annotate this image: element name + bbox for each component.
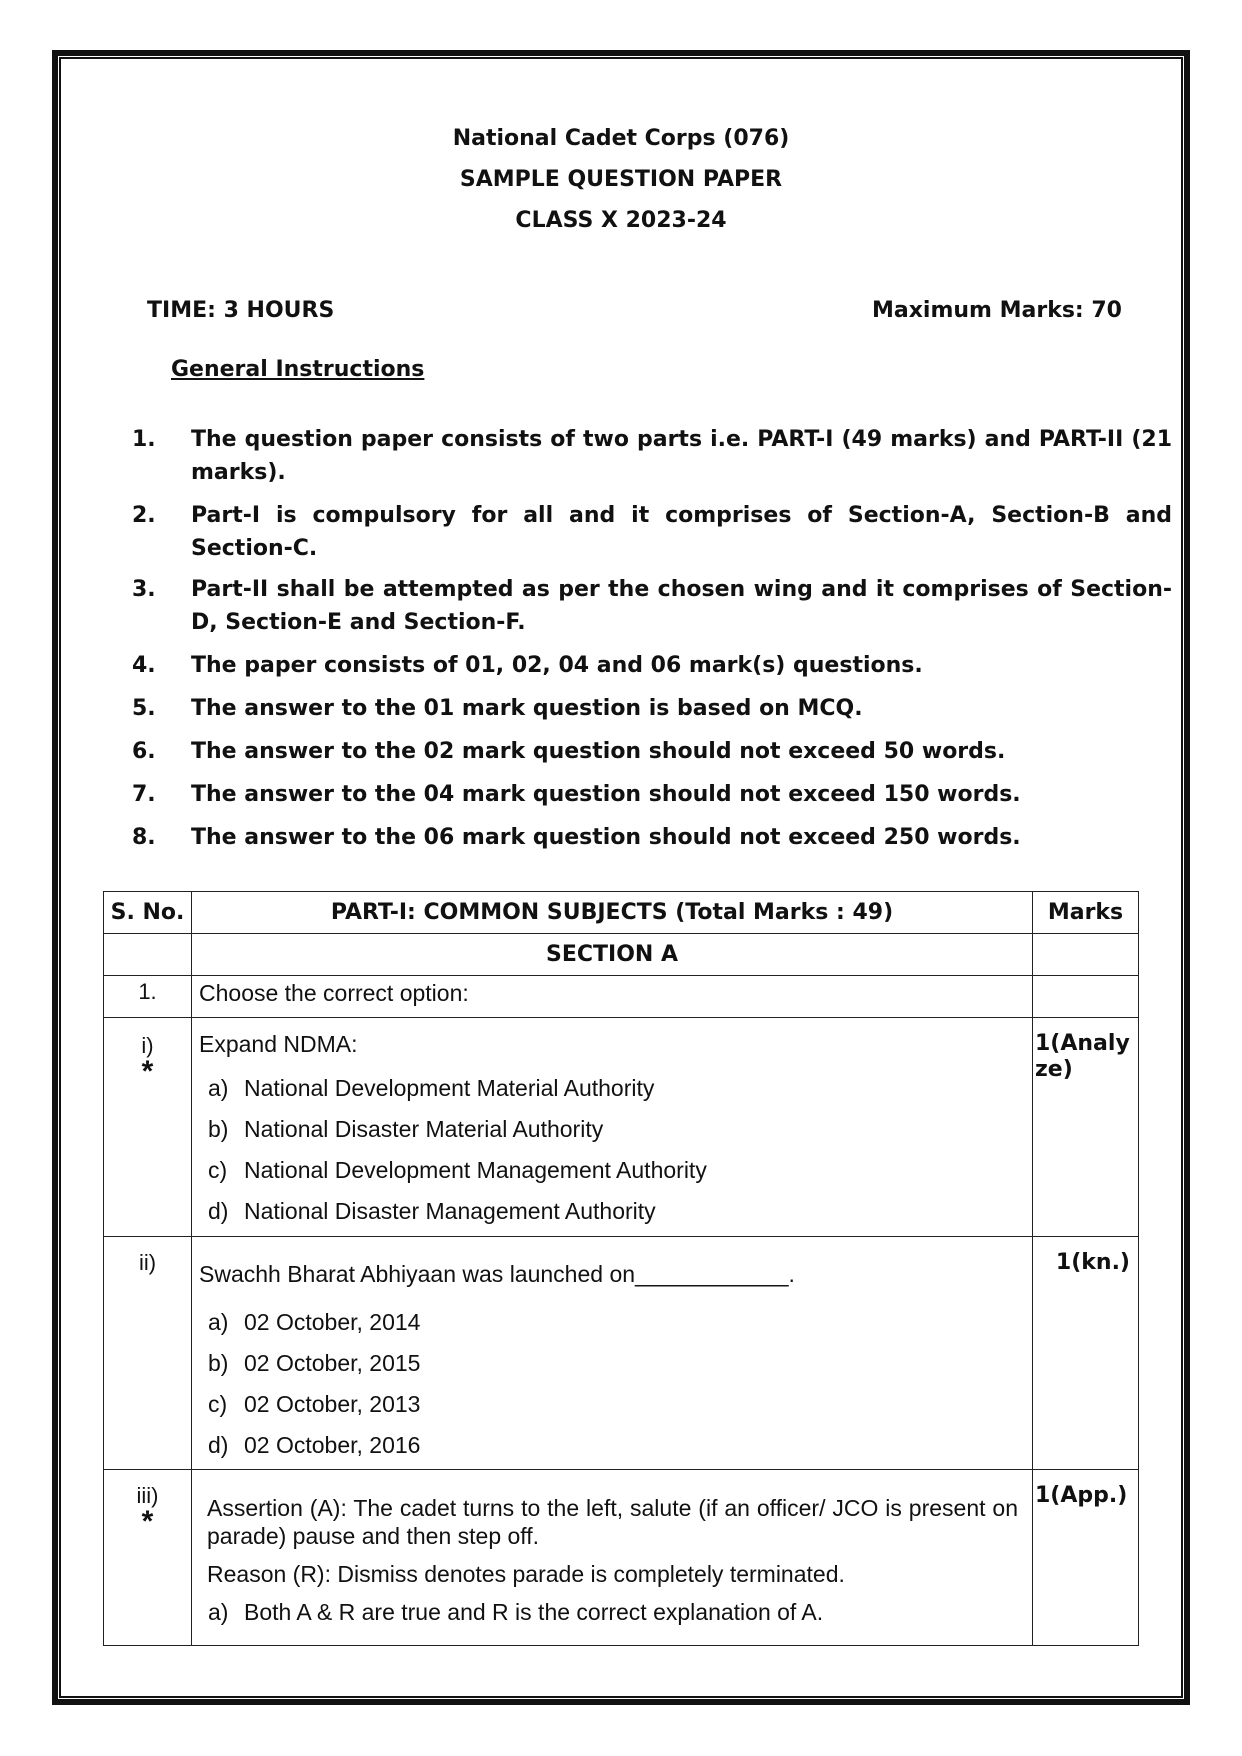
sno-header: S. No. xyxy=(104,892,192,934)
option-letter: c) xyxy=(208,1391,228,1417)
option-text: 02 October, 2016 xyxy=(244,1432,421,1458)
instruction-text: The answer to the 04 mark question should not exceed 150 words. xyxy=(191,782,1021,807)
option-item xyxy=(192,1191,1032,1232)
instruction-text: The question paper consists of two parts i.e. PART-I (49 marks) and PART-II (21 marks). xyxy=(191,427,1172,485)
class-year: CLASS X 2023-24 xyxy=(515,208,727,233)
question-marks: 1(App.) xyxy=(1033,1470,1139,1646)
question-number: i) xyxy=(141,1033,154,1058)
option-text: National Disaster Material Authority xyxy=(244,1116,604,1142)
question-marks: 1(Analyze) xyxy=(1033,1018,1139,1237)
asterisk-mark: * xyxy=(141,1055,154,1088)
question-table xyxy=(103,891,1139,1646)
instruction-text: The answer to the 06 mark question should not exceed 250 words. xyxy=(191,825,1021,850)
section-row xyxy=(104,934,1139,976)
instruction-text: Part-I is compulsory for all and it comprises of Section-A, Section-B and Section-C. xyxy=(191,503,1172,561)
instruction-number: 5. xyxy=(132,696,156,721)
max-marks-label: Maximum Marks: 70 xyxy=(871,298,1122,323)
asterisk-mark: * xyxy=(141,1505,154,1538)
time-label: TIME: 3 HOURS xyxy=(147,298,335,323)
reason-text: Reason (R): Dismiss denotes parade is completely terminated. xyxy=(207,1561,845,1587)
table-header-row xyxy=(104,892,1139,934)
option-text: National Development Material Authority xyxy=(244,1075,655,1101)
option-letter: a) xyxy=(208,1309,229,1335)
option-letter: d) xyxy=(208,1198,229,1224)
marks-header: Marks xyxy=(1033,892,1139,934)
instruction-text: The answer to the 02 mark question should not exceed 50 words. xyxy=(191,739,1006,764)
table-row xyxy=(104,1237,1139,1470)
option-text: National Development Management Authority xyxy=(244,1157,707,1183)
question-stem: Expand NDMA: xyxy=(199,1031,358,1057)
question-stem: Swachh Bharat Abhiyaan was launched on____________. xyxy=(199,1261,795,1287)
question-instruction: Choose the correct option: xyxy=(192,976,1033,1018)
option-letter: d) xyxy=(208,1432,229,1458)
general-instructions-title: General Instructions xyxy=(171,357,425,382)
option-item xyxy=(192,1302,1032,1343)
question-number: 1. xyxy=(104,976,192,1018)
instruction-number: 1. xyxy=(132,427,156,452)
table-row xyxy=(104,1470,1139,1646)
option-text: 02 October, 2014 xyxy=(244,1309,421,1335)
question-number: iii) xyxy=(136,1483,159,1508)
option-item xyxy=(192,1343,1032,1384)
option-letter: c) xyxy=(208,1157,228,1183)
instruction-text: The paper consists of 01, 02, 04 and 06 mark(s) questions. xyxy=(191,653,923,678)
table-row xyxy=(104,976,1139,1018)
paper-type: SAMPLE QUESTION PAPER xyxy=(459,167,783,192)
option-item xyxy=(192,1384,1032,1425)
table-row xyxy=(104,1018,1139,1237)
instruction-number: 6. xyxy=(132,739,156,764)
instruction-number: 4. xyxy=(132,653,156,678)
option-text: 02 October, 2015 xyxy=(244,1350,421,1376)
option-item xyxy=(192,1425,1032,1466)
option-letter: a) xyxy=(208,1075,229,1101)
instruction-number: 8. xyxy=(132,825,156,850)
option-text: National Disaster Management Authority xyxy=(244,1198,656,1224)
option-item xyxy=(192,1068,1032,1109)
instruction-text: The answer to the 01 mark question is based on MCQ. xyxy=(191,696,863,721)
option-item xyxy=(192,1109,1032,1150)
instruction-number: 3. xyxy=(132,577,156,602)
section-title: SECTION A xyxy=(192,934,1033,976)
option-letter: b) xyxy=(208,1116,229,1142)
part-header: PART-I: COMMON SUBJECTS (Total Marks : 49) xyxy=(192,892,1033,934)
assertion-text: Assertion (A): The cadet turns to the left, salute (if an officer/ JCO is present on parade) pause and then step off. xyxy=(207,1495,1018,1549)
question-marks: 1(kn.) xyxy=(1033,1237,1139,1470)
option-letter: b) xyxy=(208,1350,229,1376)
instruction-number: 2. xyxy=(132,503,156,528)
option-item xyxy=(192,1150,1032,1191)
exam-title: National Cadet Corps (076) xyxy=(452,126,790,151)
question-number: ii) xyxy=(138,1250,157,1275)
option-text: 02 October, 2013 xyxy=(244,1391,421,1417)
instruction-number: 7. xyxy=(132,782,156,807)
option-letter: a) xyxy=(208,1599,229,1625)
option-text: Both A & R are true and R is the correct explanation of A. xyxy=(244,1599,824,1625)
option-item xyxy=(192,1592,1032,1633)
instruction-text: Part-II shall be attempted as per the chosen wing and it comprises of Section-D, Section-E and Section-F. xyxy=(191,577,1172,635)
